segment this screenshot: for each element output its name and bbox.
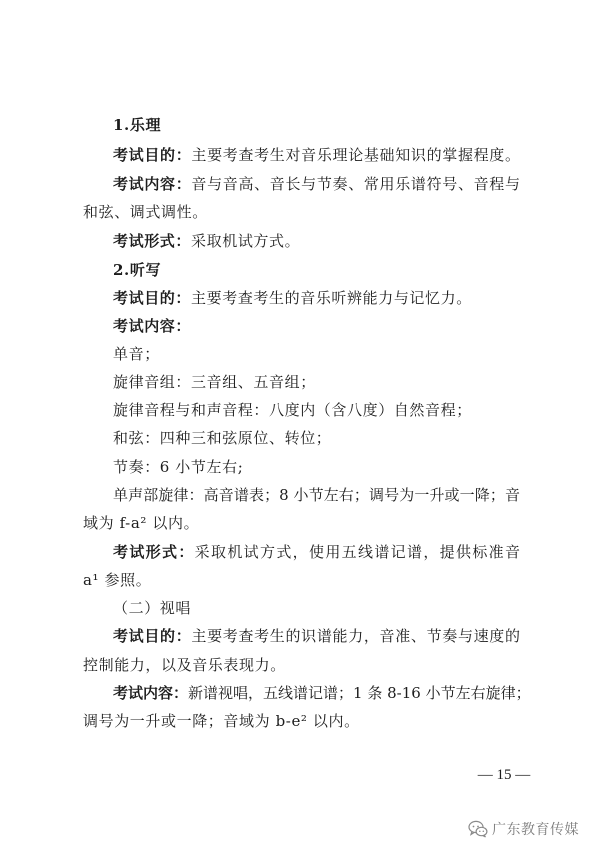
dictation-form — [113, 542, 520, 562]
music-theory-form — [113, 231, 300, 251]
purpose-label: 考试目的： — [113, 146, 192, 164]
music-theory-purpose — [113, 145, 520, 165]
watermark-text: 广东教育传媒 — [492, 822, 579, 838]
section-heading-dictation: 2.听写 — [113, 261, 162, 279]
content-label: 考试内容： — [113, 684, 189, 702]
dictation-item-note-groups: 旋律音组：三音组、五音组； — [113, 373, 316, 391]
purpose-text: 主要考查考生的音乐听辨能力与记忆力。 — [191, 289, 472, 307]
purpose-text: 主要考查考生对音乐理论基础知识的掌握程度。 — [191, 146, 520, 164]
wechat-icon — [468, 820, 488, 838]
content-text: 新谱视唱，五线谱记谱；1 条 8-16 小节左右旋律； — [188, 684, 531, 702]
section-heading-music-theory: 1.乐理 — [113, 116, 162, 134]
purpose-label: 考试目的： — [113, 627, 192, 645]
sight-singing-purpose — [113, 626, 520, 646]
form-text: 采取机试方式。 — [191, 232, 301, 250]
dictation-content-label: 考试内容： — [113, 317, 192, 335]
dictation-form-continued: a¹ 参照。 — [83, 571, 152, 589]
form-label: 考试形式： — [113, 232, 192, 250]
dictation-item-melody-continued: 域为 f-a² 以内。 — [83, 514, 200, 532]
sight-singing-content-continued: 调号为一升或一降；音域为 b-e² 以内。 — [83, 712, 360, 730]
music-theory-content-continued: 和弦、调式调性。 — [83, 203, 208, 221]
section-heading-sight-singing: （二）视唱 — [113, 599, 192, 617]
purpose-text: 主要考查考生的识谱能力，音准、节奏与速度的 — [191, 627, 520, 645]
music-theory-content — [113, 174, 520, 194]
form-text: 采取机试方式，使用五线谱记谱，提供标准音 — [194, 543, 520, 561]
content-text: 音与音高、音长与节奏、常用乐谱符号、音程与 — [191, 175, 520, 193]
dictation-purpose — [113, 288, 472, 308]
form-label: 考试形式： — [113, 543, 195, 561]
watermark — [468, 818, 579, 840]
dictation-item-chords: 和弦：四种三和弦原位、转位； — [113, 429, 332, 447]
dictation-item-melody: 单声部旋律：高音谱表；8 小节左右；调号为一升或一降；音 — [113, 486, 520, 504]
sight-singing-purpose-continued: 控制能力，以及音乐表现力。 — [83, 656, 286, 674]
page-number: — 15 — — [477, 767, 531, 783]
dictation-item-rhythm: 节奏：6 小节左右; — [113, 458, 244, 476]
content-label: 考试内容： — [113, 175, 192, 193]
sight-singing-content — [113, 683, 531, 703]
purpose-label: 考试目的： — [113, 289, 192, 307]
dictation-item-intervals: 旋律音程与和声音程：八度内（含八度）自然音程； — [113, 401, 472, 419]
dictation-item-single-note: 单音； — [113, 345, 160, 363]
